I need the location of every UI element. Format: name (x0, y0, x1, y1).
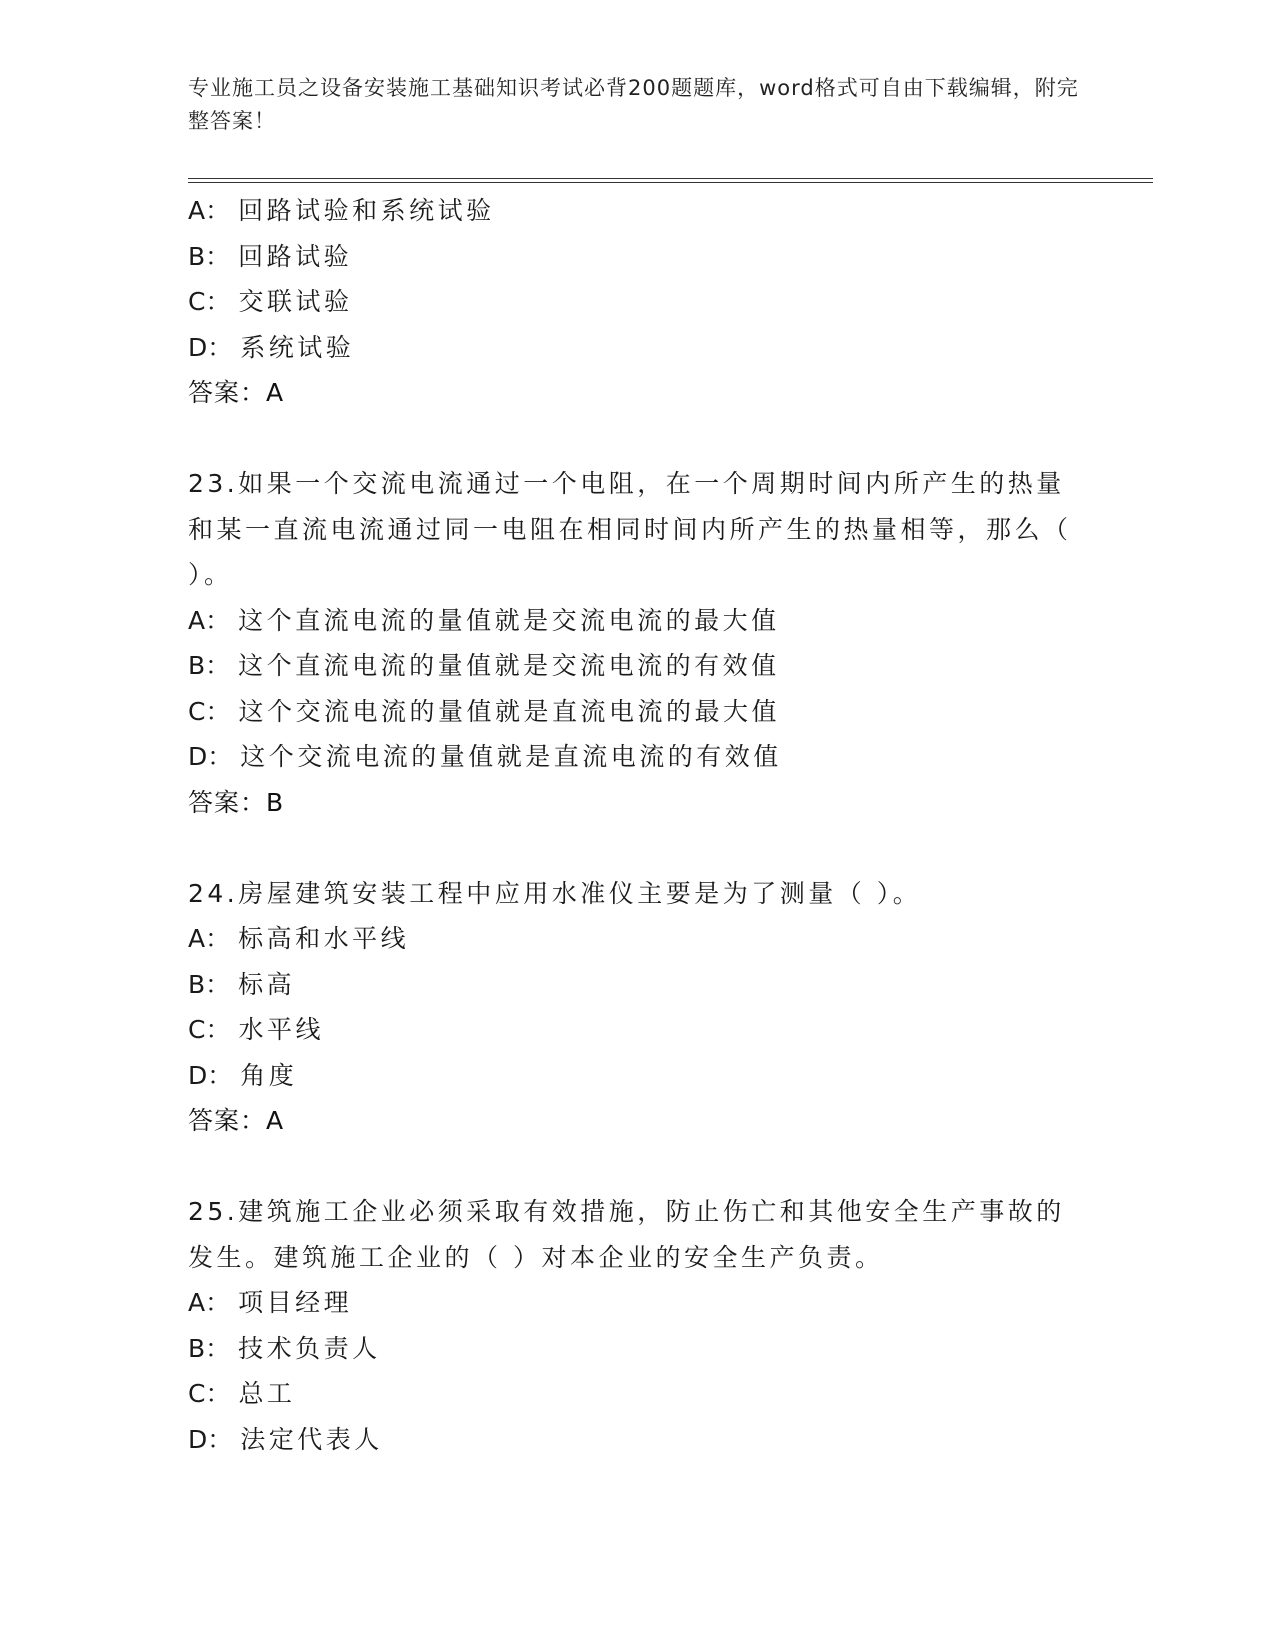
answer-value: B (266, 787, 285, 817)
option-b: B： 回路试验 (188, 241, 353, 271)
question-block (188, 188, 1088, 416)
header-rule-bottom (188, 182, 1153, 183)
option-c: C： 这个交流电流的量值就是直流电流的最大值 (188, 696, 780, 726)
question-text: 25.建筑施工企业必须采取有效措施，防止伤亡和其他安全生产事故的发生。建筑施工企业的（ ）对本企业的安全生产负责。 (188, 1197, 1065, 1272)
option-d: D： 系统试验 (188, 332, 355, 362)
question-list (188, 188, 1088, 1462)
question-block (188, 461, 1088, 825)
question-text: 24.房屋建筑安装工程中应用水准仪主要是为了测量（ ）。 (188, 878, 922, 908)
option-b: B： 技术负责人 (188, 1333, 381, 1363)
question-spacer (188, 1144, 1088, 1190)
option-c: C： 交联试验 (188, 287, 353, 316)
option-c: C： 水平线 (188, 1015, 324, 1044)
question-spacer (188, 416, 1088, 462)
option-a: A： 项目经理 (188, 1288, 353, 1317)
option-d: D： 法定代表人 (188, 1424, 383, 1454)
question-block (188, 1189, 1088, 1462)
option-b: B： 这个直流电流的量值就是交流电流的有效值 (188, 651, 780, 680)
header-rule-top (188, 178, 1153, 179)
document-header: 专业施工员之设备安装施工基础知识考试必背200题题库，word格式可自由下载编辑，附完整答案！ (188, 76, 1079, 133)
answer-value: A (266, 1106, 285, 1135)
option-d: D： 这个交流电流的量值就是直流电流的有效值 (188, 742, 782, 771)
question-text: 23.如果一个交流电流通过一个电阻，在一个周期时间内所产生的热量和某一直流电流通过同一电阻在相同时间内所产生的热量相等，那么（ ）。 (188, 469, 1072, 589)
option-a: A： 回路试验和系统试验 (188, 196, 495, 225)
option-a: A： 标高和水平线 (188, 924, 410, 953)
question-block (188, 871, 1088, 1144)
answer-line: 答案：A (188, 1106, 285, 1135)
option-a: A： 这个直流电流的量值就是交流电流的最大值 (188, 605, 780, 635)
option-d: D： 角度 (188, 1060, 298, 1090)
option-c: C： 总工 (188, 1379, 296, 1408)
option-b: B： 标高 (188, 969, 296, 999)
answer-line: 答案：B (188, 787, 285, 817)
answer-line: 答案：A (188, 378, 285, 407)
question-spacer (188, 825, 1088, 871)
answer-value: A (266, 378, 285, 407)
